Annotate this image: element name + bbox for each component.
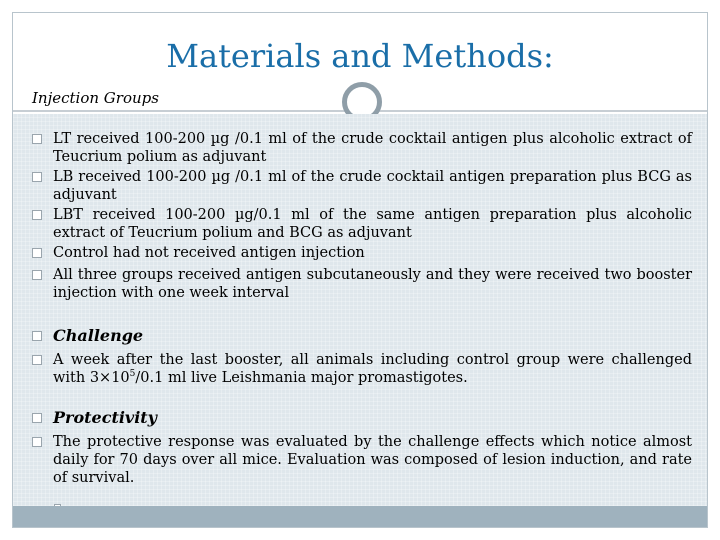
list-item xyxy=(32,168,692,204)
list-item xyxy=(32,266,692,302)
challenge-heading: Challenge xyxy=(53,326,144,345)
bullet-box-icon xyxy=(32,134,42,144)
bullet-box-icon xyxy=(32,210,42,220)
bullet-box-icon xyxy=(32,437,42,447)
challenge-text-start: A week after the last booster, all animals including control group were challenged with 3×10 xyxy=(53,352,692,386)
slide-frame xyxy=(12,12,708,528)
group-text: Control had not received antigen injection xyxy=(53,245,365,261)
bullet-box-icon xyxy=(32,355,42,365)
footer-bar xyxy=(13,506,707,527)
challenge-text xyxy=(53,351,692,387)
list-item xyxy=(32,206,692,242)
bullet-box-icon xyxy=(32,172,42,182)
list-item xyxy=(32,244,692,262)
challenge-heading-item xyxy=(32,327,692,345)
bullet-box-icon xyxy=(32,270,42,280)
challenge-text-end: /0.1 ml live Leishmania major promastigotes. xyxy=(135,370,468,386)
protectivity-text: The protective response was evaluated by the challenge effects which notice almost daily for 70 days over all mice. Evaluation was composed of lesion induction, and rate of survival. xyxy=(53,434,692,486)
list-item xyxy=(32,130,692,166)
group-text: All three groups received antigen subcutaneously and they were received two booster injection with one week interval xyxy=(53,267,692,301)
slide-subtitle: Injection Groups xyxy=(32,89,159,107)
group-text: LT received 100-200 µg /0.1 ml of the crude cocktail antigen plus alcoholic extract of Teucrium polium as adjuvant xyxy=(53,131,692,165)
group-text: LBT received 100-200 µg/0.1 ml of the same antigen preparation plus alcoholic extract of Teucrium polium and BCG as adjuvant xyxy=(53,207,692,241)
bullet-box-icon xyxy=(32,331,42,341)
challenge-exponent: 5 xyxy=(129,369,136,380)
protectivity-heading: Protectivity xyxy=(53,408,157,427)
bullet-box-icon xyxy=(32,413,42,423)
group-text: LB received 100-200 µg /0.1 ml of the crude cocktail antigen preparation plus BCG as adjuvant xyxy=(53,169,692,203)
challenge-text-item xyxy=(32,351,692,387)
protectivity-text-item xyxy=(32,433,692,487)
bullet-box-icon xyxy=(32,248,42,258)
protectivity-heading-item xyxy=(32,409,692,427)
slide-title: Materials and Methods: xyxy=(166,37,554,75)
